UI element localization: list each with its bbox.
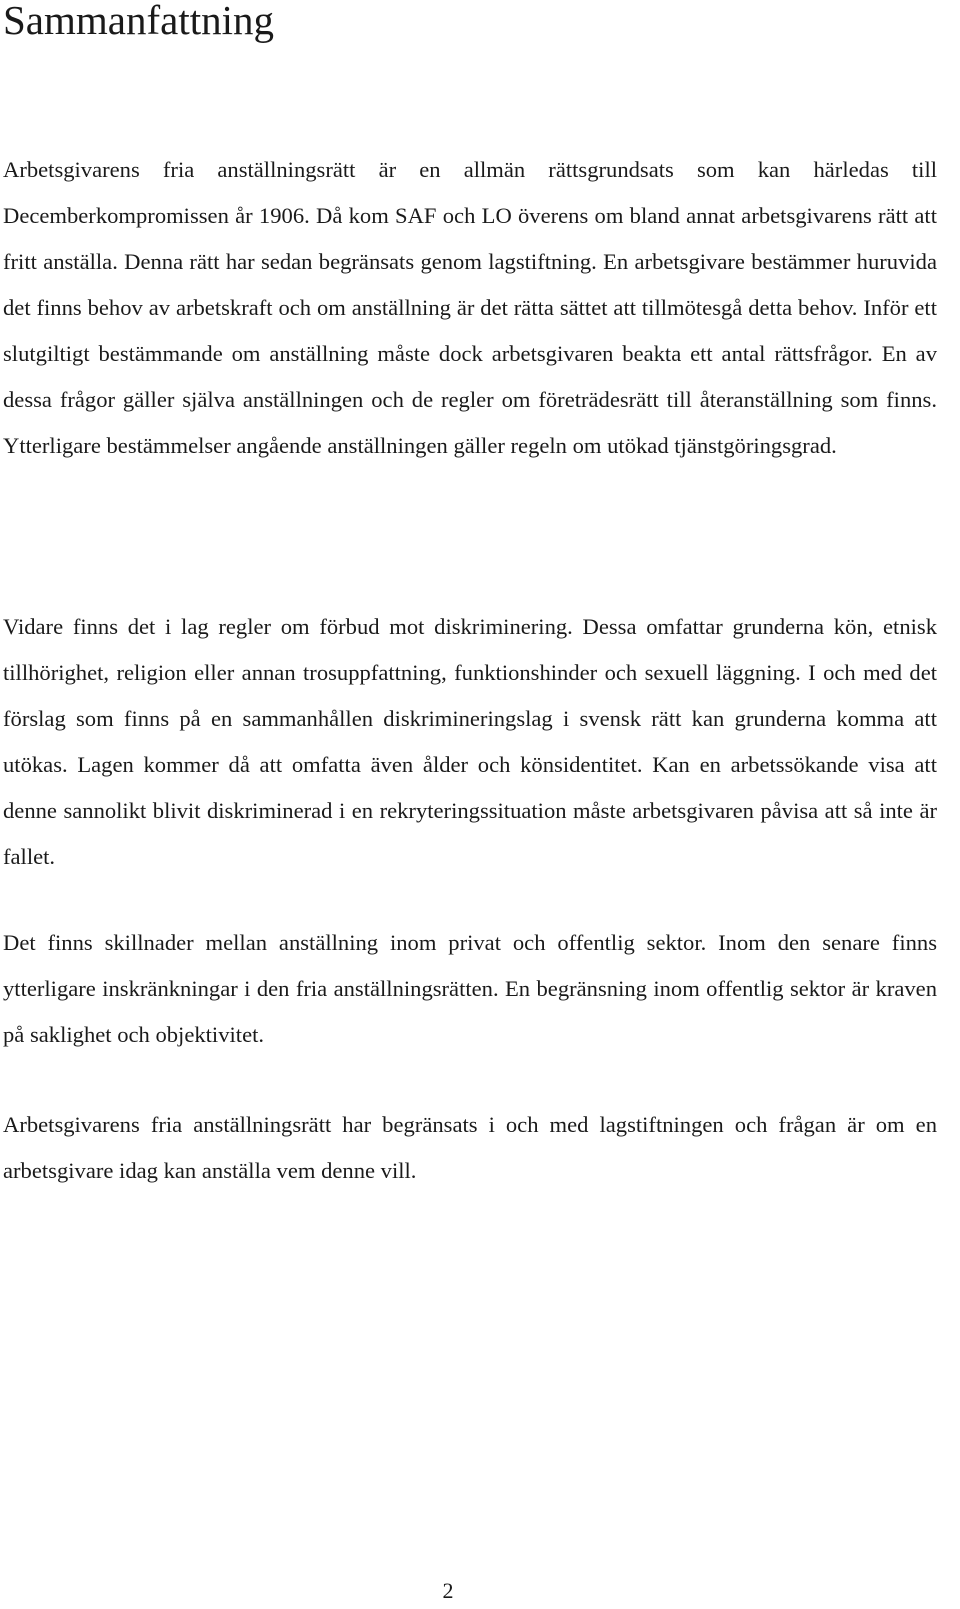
paragraph-1: Arbetsgivarens fria anställningsrätt är en allmän rättsgrundsats som kan härledas till Decemberkompromissen år 1906. Då kom SAF och LO överens om bland annat arbetsgivarens rätt att fritt anställa. Denna rätt har sedan begränsats genom lagstiftning. En arbetsgivare bestämmer huruvida det finns behov av arbetskraft och om anställning är det rätta sättet att tillmötesgå detta behov. Inför ett slutgiltigt bestämmande om anställning måste dock arbetsgivaren beakta ett antal rättsfrågor. En av dessa frågor gäller själva anställningen och de regler om företrädesrätt till återanställning som finns. Ytterligare bestämmelser angående anställningen gäller regeln om utökad tjänstgöringsgrad. (3, 157, 937, 458)
paragraph-4: Arbetsgivarens fria anställningsrätt har begränsats i och med lagstiftningen och frågan är om en arbetsgivare idag kan anställa vem denne vill. (3, 1112, 937, 1183)
paragraph-3: Det finns skillnader mellan anställning inom privat och offentlig sektor. Inom den senare finns ytterligare inskränkningar i den fria anställningsrätten. En begränsning inom offentlig sektor är kraven på saklighet och objektivitet. (3, 930, 937, 1047)
page-number: 2 (442, 1578, 454, 1603)
page-title: Sammanfattning (3, 0, 275, 43)
paragraph-2: Vidare finns det i lag regler om förbud mot diskriminering. Dessa omfattar grunderna kön, etnisk tillhörighet, religion eller annan trosuppfattning, funktionshinder och sexuell läggning. I och med det förslag som finns på en sammanhållen diskrimineringslag i svensk rätt kan grunderna komma att utökas. Lagen kommer då att omfatta även ålder och könsidentitet. Kan en arbetssökande visa att denne sannolikt blivit diskriminerad i en rekryteringssituation måste arbetsgivaren påvisa att så inte är fallet. (3, 614, 937, 869)
